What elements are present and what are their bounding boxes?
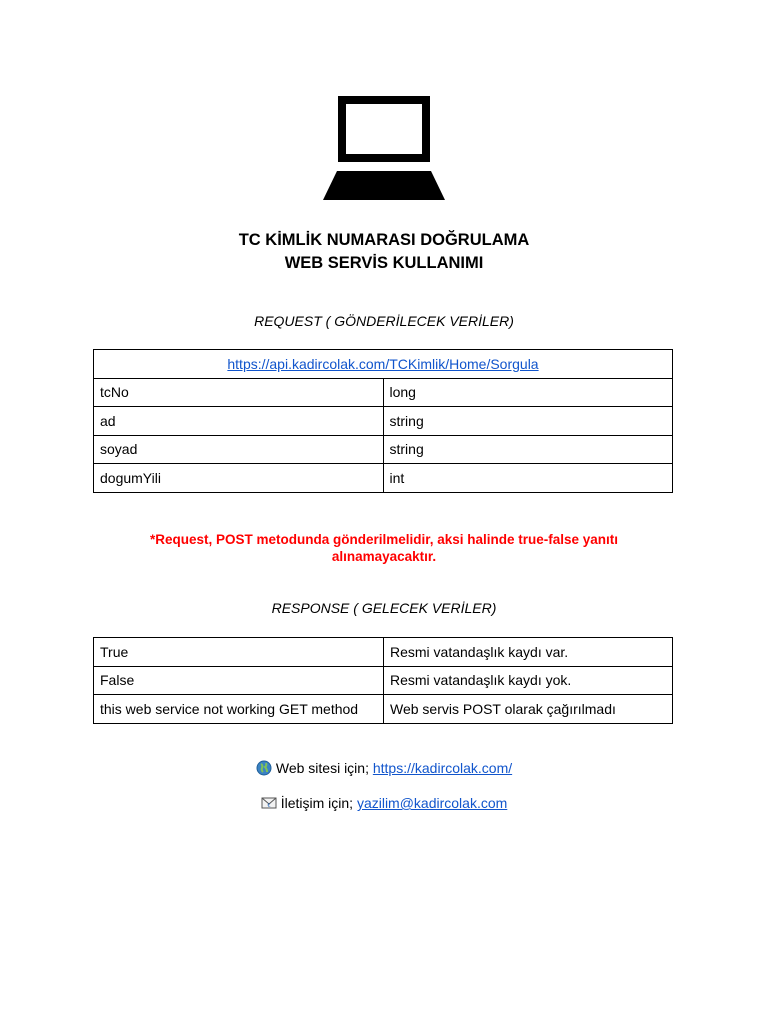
envelope-icon bbox=[261, 795, 277, 811]
table-row bbox=[94, 695, 673, 724]
warning-line-2: alınamayacaktır. bbox=[331, 549, 437, 564]
param-name: ad bbox=[94, 407, 384, 436]
svg-text:€: € bbox=[267, 803, 271, 809]
laptop-icon bbox=[320, 95, 448, 201]
response-value: True bbox=[94, 638, 384, 667]
param-type: string bbox=[383, 435, 673, 464]
title-line-2: WEB SERVİS KULLANIMI bbox=[284, 254, 484, 272]
param-type: long bbox=[383, 378, 673, 407]
response-meaning: Resmi vatandaşlık kaydı var. bbox=[384, 638, 673, 667]
globe-icon bbox=[256, 760, 272, 776]
table-row bbox=[94, 464, 673, 493]
table-row bbox=[94, 378, 673, 407]
response-meaning: Web servis POST olarak çağırılmadı bbox=[384, 695, 673, 724]
table-row bbox=[94, 638, 673, 667]
response-meaning: Resmi vatandaşlık kaydı yok. bbox=[384, 666, 673, 695]
param-name: dogumYili bbox=[94, 464, 384, 493]
website-link[interactable]: https://kadircolak.com/ bbox=[372, 760, 513, 776]
title-line-1: TC KİMLİK NUMARASI DOĞRULAMA bbox=[238, 231, 530, 249]
table-row bbox=[94, 666, 673, 695]
table-row bbox=[94, 407, 673, 436]
warning-line-1: *Request, POST metodunda gönderilmelidir, aksi halinde true-false yanıtı bbox=[149, 532, 619, 547]
table-row bbox=[94, 435, 673, 464]
request-table bbox=[93, 349, 673, 493]
param-name: soyad bbox=[94, 435, 384, 464]
request-label: REQUEST ( GÖNDERİLECEK VERİLER) bbox=[254, 313, 514, 329]
request-url-link[interactable]: https://api.kadircolak.com/TCKimlik/Home/Sorgula bbox=[227, 355, 539, 372]
request-url-row bbox=[94, 350, 673, 379]
request-url-cell bbox=[94, 350, 673, 379]
response-table bbox=[93, 637, 673, 724]
param-type: string bbox=[383, 407, 673, 436]
website-prefix: Web sitesi için; bbox=[275, 760, 373, 776]
website-line bbox=[0, 759, 768, 777]
param-type: int bbox=[383, 464, 673, 493]
email-line bbox=[0, 794, 768, 812]
page-title bbox=[0, 229, 768, 275]
post-warning bbox=[0, 531, 768, 565]
email-prefix: İletişim için; bbox=[280, 795, 357, 811]
email-link[interactable]: yazilim@kadircolak.com bbox=[356, 795, 508, 811]
param-name: tcNo bbox=[94, 378, 384, 407]
response-value: False bbox=[94, 666, 384, 695]
response-value: this web service not working GET method bbox=[94, 695, 384, 724]
response-label: RESPONSE ( GELECEK VERİLER) bbox=[271, 600, 497, 616]
